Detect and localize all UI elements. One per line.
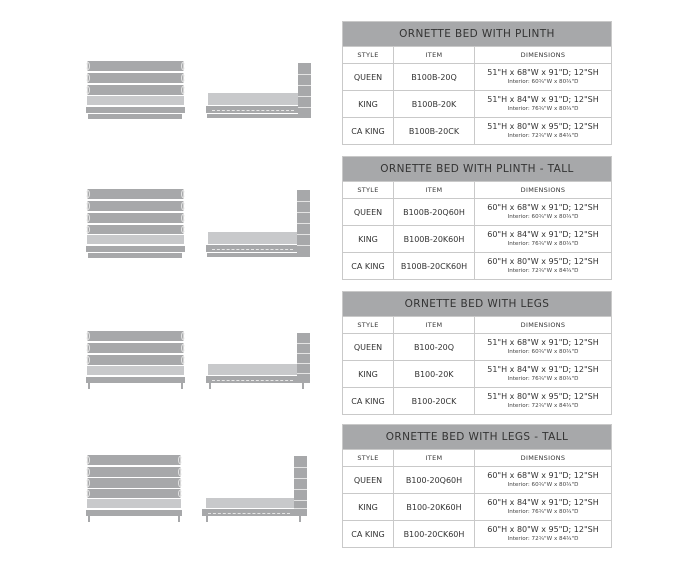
- item-cell: B100-20K: [394, 361, 475, 387]
- style-cell: CA KING: [343, 253, 394, 279]
- side-frame: [206, 106, 298, 113]
- dimensions-interior: Interior: 76¾"W x 80¾"D: [507, 509, 579, 515]
- spec-table-plinth-tall: [342, 156, 612, 280]
- item-cell: B100-20CK: [394, 388, 475, 414]
- item-cell: B100B-20CK60H: [394, 253, 475, 279]
- bed-leg: [88, 516, 90, 522]
- dimensions-cell: [475, 118, 611, 144]
- headboard-channel: [87, 455, 181, 465]
- style-cell: CA KING: [343, 118, 394, 144]
- headboard-channel: [87, 355, 184, 365]
- column-header-row: [343, 181, 611, 198]
- item-cell: B100B-20K60H: [394, 226, 475, 252]
- dimensions-interior: Interior: 60¾"W x 80¾"D: [507, 349, 579, 355]
- dimensions-interior: Interior: 76¾"W x 80¾"D: [507, 106, 579, 112]
- table-row: [343, 252, 611, 279]
- table-row: [343, 90, 611, 117]
- side-plinth: [207, 114, 298, 118]
- table-row: [343, 520, 611, 547]
- table-title: ORNETTE BED WITH LEGS: [343, 292, 611, 316]
- side-headboard: [294, 456, 307, 516]
- column-header-row: [343, 449, 611, 466]
- dimensions-cell: [475, 64, 611, 90]
- side-headboard: [297, 333, 310, 383]
- side-headboard: [298, 63, 311, 118]
- item-cell: B100B-20Q60H: [394, 199, 475, 225]
- dimensions-main: 60"H x 84"W x 91"D; 12"SH: [487, 230, 599, 239]
- dimensions-cell: [475, 361, 611, 387]
- header-item: ITEM: [394, 182, 475, 198]
- headboard-channel: [87, 73, 184, 83]
- mattress: [87, 96, 184, 105]
- plinth-base: [88, 253, 182, 258]
- headboard-channel: [87, 85, 184, 95]
- table-row: [343, 360, 611, 387]
- mattress: [87, 499, 181, 508]
- table-row: [343, 225, 611, 252]
- side-view: [202, 455, 308, 525]
- headboard-channel: [87, 331, 184, 341]
- dimensions-main: 60"H x 80"W x 95"D; 12"SH: [487, 525, 599, 534]
- headboard-channel: [87, 225, 184, 234]
- headboard-channel: [87, 201, 184, 211]
- style-cell: QUEEN: [343, 199, 394, 225]
- bed-with-legs-drawing: [86, 331, 312, 391]
- item-cell: B100-20CK60H: [394, 521, 475, 547]
- front-view: [86, 331, 185, 391]
- header-style: STYLE: [343, 182, 394, 198]
- header-style: STYLE: [343, 47, 394, 63]
- style-cell: QUEEN: [343, 64, 394, 90]
- stitch-line: [212, 249, 293, 250]
- side-plinth: [207, 253, 297, 257]
- front-view: [86, 455, 182, 525]
- headboard-channel: [87, 343, 184, 353]
- dimensions-interior: Interior: 60¾"W x 80¾"D: [507, 214, 579, 220]
- style-cell: CA KING: [343, 388, 394, 414]
- table-title: ORNETTE BED WITH LEGS - TALL: [343, 425, 611, 449]
- mattress: [87, 235, 184, 244]
- table-row: [343, 117, 611, 144]
- dimensions-cell: [475, 199, 611, 225]
- dimensions-main: 51"H x 68"W x 91"D; 12"SH: [487, 68, 599, 77]
- dimensions-interior: Interior: 76¾"W x 80¾"D: [507, 241, 579, 247]
- dimensions-interior: Interior: 72¾"W x 84¾"D: [507, 536, 579, 542]
- style-cell: QUEEN: [343, 334, 394, 360]
- item-cell: B100B-20CK: [394, 118, 475, 144]
- side-frame: [202, 509, 294, 516]
- bed-frame: [86, 510, 182, 516]
- headboard-channel: [87, 61, 184, 71]
- header-dimensions: DIMENSIONS: [520, 186, 566, 194]
- dimensions-cell: [475, 91, 611, 117]
- dimensions-main: 60"H x 68"W x 91"D; 12"SH: [487, 471, 599, 480]
- dimensions-cell: [475, 521, 611, 547]
- table-title: ORNETTE BED WITH PLINTH - TALL: [343, 157, 611, 181]
- side-view: [206, 189, 312, 259]
- spec-table-legs-tall: [342, 424, 612, 548]
- plinth-base: [88, 114, 182, 119]
- dimensions-interior: Interior: 76¾"W x 80¾"D: [507, 376, 579, 382]
- header-item: ITEM: [394, 450, 475, 466]
- dimensions-main: 60"H x 84"W x 91"D; 12"SH: [487, 498, 599, 507]
- item-cell: B100-20Q60H: [394, 467, 475, 493]
- spec-table-plinth: [342, 21, 612, 145]
- side-view: [206, 331, 312, 391]
- headboard-channel: [87, 467, 181, 477]
- bed-frame: [86, 246, 185, 252]
- header-item: ITEM: [394, 47, 475, 63]
- dimensions-cell: [475, 334, 611, 360]
- bed-leg: [181, 383, 183, 389]
- header-style: STYLE: [343, 317, 394, 333]
- headboard-channel: [87, 213, 184, 223]
- table-row: [343, 63, 611, 90]
- stitch-line: [208, 513, 290, 514]
- dimensions-main: 51"H x 68"W x 91"D; 12"SH: [487, 338, 599, 347]
- side-frame: [206, 245, 297, 252]
- bed-leg: [209, 383, 211, 389]
- style-cell: KING: [343, 226, 394, 252]
- bed-with-plinth-tall-drawing: [86, 189, 312, 259]
- dimensions-main: 51"H x 84"W x 91"D; 12"SH: [487, 365, 599, 374]
- mattress: [87, 366, 184, 375]
- column-header-row: [343, 46, 611, 63]
- header-item: ITEM: [394, 317, 475, 333]
- dimensions-interior: Interior: 60¾"W x 80¾"D: [507, 79, 579, 85]
- item-cell: B100B-20Q: [394, 64, 475, 90]
- item-cell: B100-20Q: [394, 334, 475, 360]
- side-mattress: [206, 498, 294, 508]
- dimensions-interior: Interior: 60¾"W x 80¾"D: [507, 482, 579, 488]
- table-row: [343, 387, 611, 414]
- dimensions-main: 51"H x 80"W x 95"D; 12"SH: [487, 122, 599, 131]
- headboard-channel: [87, 478, 181, 488]
- dimensions-main: 60"H x 80"W x 95"D; 12"SH: [487, 257, 599, 266]
- dimensions-main: 60"H x 68"W x 91"D; 12"SH: [487, 203, 599, 212]
- side-mattress: [208, 364, 297, 375]
- bed-with-legs-tall-drawing: [86, 455, 312, 525]
- front-view: [86, 189, 185, 259]
- table-row: [343, 198, 611, 225]
- dimensions-cell: [475, 494, 611, 520]
- table-row: [343, 493, 611, 520]
- bed-leg: [302, 383, 304, 389]
- column-header-row: [343, 316, 611, 333]
- bed-leg: [299, 516, 301, 522]
- headboard-channel: [87, 489, 181, 498]
- header-dimensions: DIMENSIONS: [520, 454, 566, 462]
- bed-frame: [86, 377, 185, 383]
- stitch-line: [212, 380, 293, 381]
- bed-leg: [206, 516, 208, 522]
- side-view: [206, 61, 312, 121]
- style-cell: CA KING: [343, 521, 394, 547]
- style-cell: KING: [343, 91, 394, 117]
- bed-leg: [178, 516, 180, 522]
- dimensions-main: 51"H x 80"W x 95"D; 12"SH: [487, 392, 599, 401]
- dimensions-cell: [475, 388, 611, 414]
- table-title: ORNETTE BED WITH PLINTH: [343, 22, 611, 46]
- bed-frame: [86, 107, 185, 113]
- bed-with-plinth-drawing: [86, 61, 312, 121]
- dimensions-main: 51"H x 84"W x 91"D; 12"SH: [487, 95, 599, 104]
- stitch-line: [212, 110, 294, 111]
- header-style: STYLE: [343, 450, 394, 466]
- side-mattress: [208, 232, 297, 244]
- dimensions-cell: [475, 226, 611, 252]
- table-row: [343, 466, 611, 493]
- header-dimensions: DIMENSIONS: [520, 51, 566, 59]
- item-cell: B100B-20K: [394, 91, 475, 117]
- side-headboard: [297, 190, 310, 257]
- style-cell: KING: [343, 361, 394, 387]
- side-frame: [206, 376, 297, 383]
- dimensions-interior: Interior: 72¾"W x 84¾"D: [507, 403, 579, 409]
- bed-leg: [88, 383, 90, 389]
- style-cell: QUEEN: [343, 467, 394, 493]
- dimensions-cell: [475, 253, 611, 279]
- side-mattress: [208, 93, 298, 105]
- spec-table-legs: [342, 291, 612, 415]
- header-dimensions: DIMENSIONS: [520, 321, 566, 329]
- dimensions-interior: Interior: 72¾"W x 84¾"D: [507, 268, 579, 274]
- dimensions-cell: [475, 467, 611, 493]
- table-row: [343, 333, 611, 360]
- dimensions-interior: Interior: 72¾"W x 84¾"D: [507, 133, 579, 139]
- item-cell: B100-20K60H: [394, 494, 475, 520]
- front-view: [86, 61, 185, 121]
- style-cell: KING: [343, 494, 394, 520]
- headboard-channel: [87, 189, 184, 199]
